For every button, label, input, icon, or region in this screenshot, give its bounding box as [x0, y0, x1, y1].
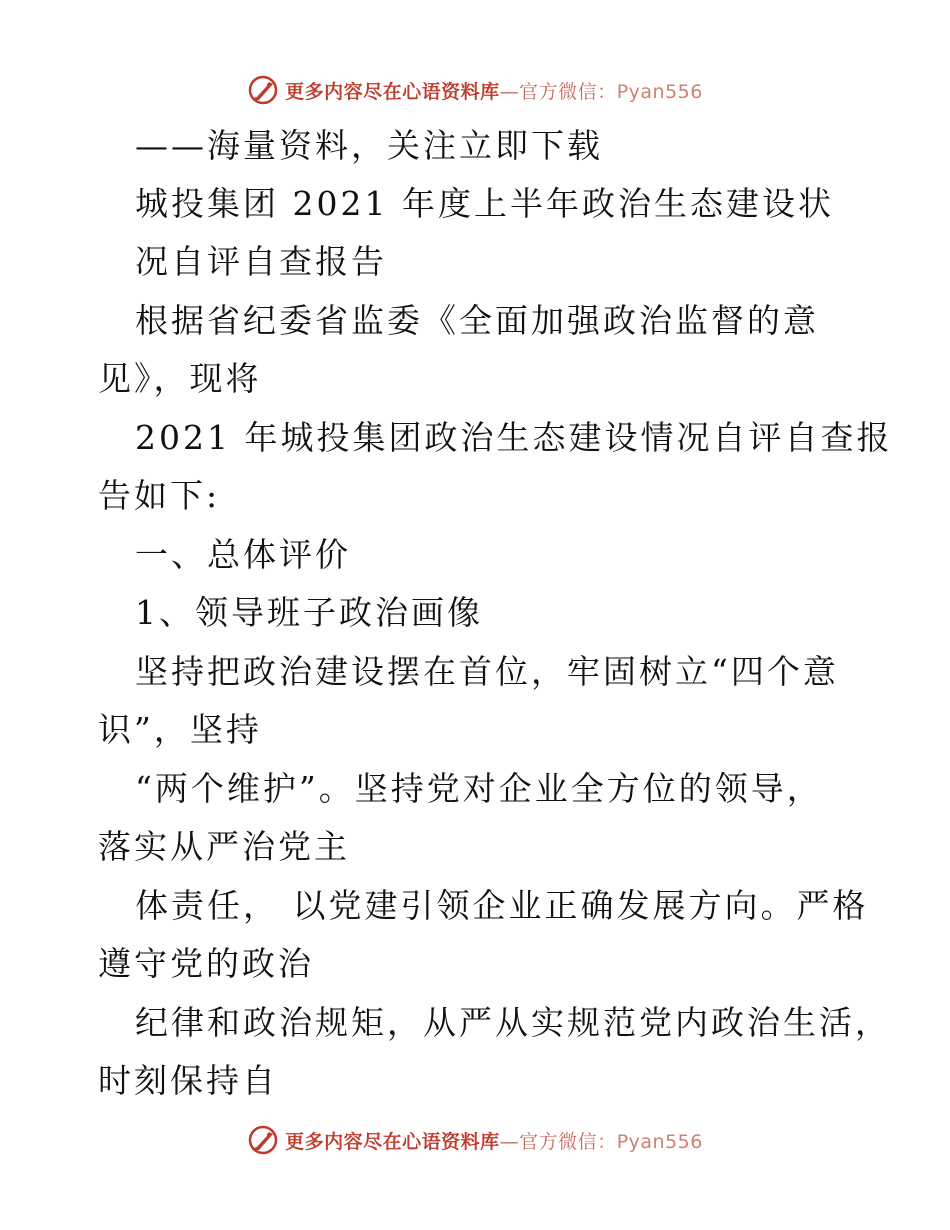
doc-line: 落实从严治党主 — [98, 827, 350, 866]
doc-line: 坚持把政治建设摆在首位，牢固树立“四个意 — [135, 652, 839, 691]
watermark-main: 更多内容尽在心语资料库 — [285, 1130, 500, 1153]
doc-title-line: 城投集团 2021 年度上半年政治生态建设状 — [135, 184, 834, 223]
watermark-wechat-label: 官方微信： — [519, 80, 617, 103]
watermark-handle: Pyan556 — [616, 1130, 703, 1153]
watermark-text — [285, 1127, 703, 1154]
doc-line: 2021 年城投集团政治生态建设情况自评自查报 — [135, 418, 893, 457]
footer-watermark — [0, 1122, 950, 1158]
watermark-handle: Pyan556 — [616, 80, 703, 103]
watermark-text — [285, 77, 703, 104]
doc-line: 识”，坚持 — [98, 710, 262, 749]
doc-line: 根据省纪委省监委《全面加强政治监督的意 — [135, 301, 819, 340]
doc-line: 纪律和政治规矩，从严从实规范党内政治生活， — [135, 1003, 891, 1042]
doc-heading: 一、总体评价 — [135, 535, 351, 574]
quill-pen-icon — [247, 74, 279, 106]
doc-line: 遵守党的政治 — [98, 944, 314, 983]
watermark-wechat-label: 官方微信： — [519, 1130, 617, 1153]
doc-line: 时刻保持自 — [98, 1061, 278, 1100]
doc-line: ——海量资料，关注立即下载 — [135, 126, 603, 165]
watermark-main: 更多内容尽在心语资料库 — [285, 80, 500, 103]
doc-subheading: 1、领导班子政治画像 — [135, 593, 483, 632]
doc-line: 体责任， 以党建引领企业正确发展方向。严格 — [135, 886, 869, 925]
header-watermark — [0, 72, 950, 108]
doc-title-line: 况自评自查报告 — [135, 242, 387, 281]
doc-line: 见》，现将 — [98, 359, 262, 398]
doc-line: 告如下: — [98, 476, 221, 515]
watermark-separator: — — [499, 80, 520, 103]
doc-line: “两个维护”。坚持党对企业全方位的领导， — [135, 769, 823, 808]
quill-pen-icon — [247, 1124, 279, 1156]
watermark-separator: — — [499, 1130, 520, 1153]
